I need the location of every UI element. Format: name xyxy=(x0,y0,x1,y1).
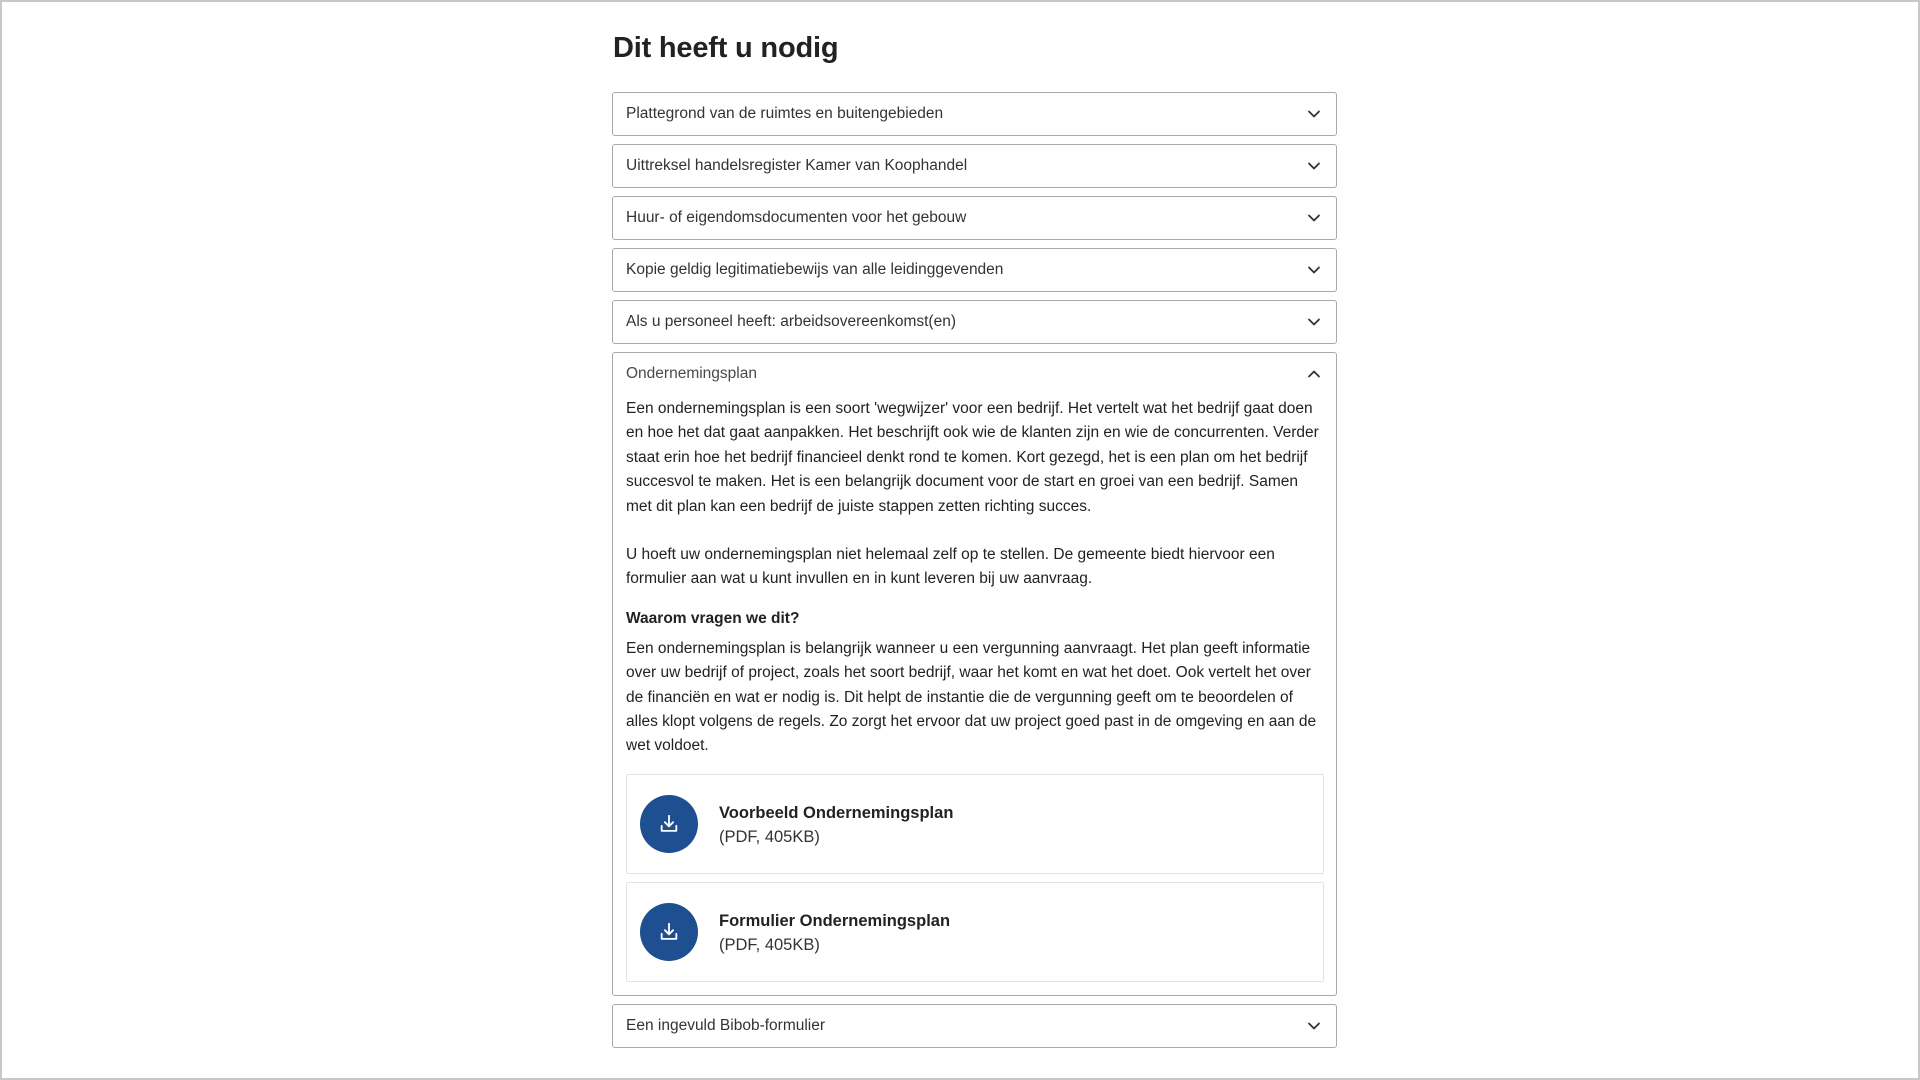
download-file-info: (PDF, 405KB) xyxy=(719,827,820,846)
accordion-header-arbeidsovereenkomst[interactable] xyxy=(613,301,1336,343)
accordion-label: Uittreksel handelsregister Kamer van Koophandel xyxy=(626,157,968,174)
intro-paragraph: Een ondernemingsplan is een soort 'wegwijzer' voor een bedrijf. Het vertelt wat het bedrijf gaat doen en hoe het dat gaat aanpakken. Het beschrijft ook wie de klanten zijn en wie de concurrenten. Verder staat erin hoe het bedrijf financieel denkt rond te komen. Kort gezegd, het is een plan om het bedrijf succesvol te maken. Het is een belangrijk document voor de start en groei van een bedrijf. Samen met dit plan kan een bedrijf de juiste stappen zetten richting succes. xyxy=(626,400,1319,515)
accordion-item-ondernemingsplan xyxy=(612,352,1337,996)
accordion-item-bibob xyxy=(612,1004,1337,1048)
why-heading: Waarom vragen we dit? xyxy=(626,609,800,627)
accordion-label: Een ingevuld Bibob-formulier xyxy=(626,1016,826,1034)
accordion-label: Als u personeel heeft: arbeidsovereenkomst(en) xyxy=(626,313,956,330)
accordion-label: Kopie geldig legitimatiebewijs van alle leidinggevenden xyxy=(626,261,1004,278)
accordion-item-huur-eigendom xyxy=(612,196,1337,240)
accordion-header-plattegrond[interactable] xyxy=(613,93,1336,135)
page-title: Dit heeft u nodig xyxy=(613,32,839,64)
chevron-up-icon[interactable] xyxy=(1306,366,1322,382)
accordion-item-plattegrond xyxy=(612,92,1337,136)
accordion-item-uittreksel-kvk xyxy=(612,144,1337,188)
download-icon[interactable] xyxy=(640,903,698,961)
accordion-header-huur-eigendom[interactable] xyxy=(613,197,1336,239)
requirements-section xyxy=(612,30,1337,1048)
download-icon[interactable] xyxy=(640,795,698,853)
download-file-info: (PDF, 405KB) xyxy=(719,935,820,954)
accordion-label: Plattegrond van de ruimtes en buitengebieden xyxy=(626,105,944,122)
download-title[interactable]: Voorbeeld Ondernemingsplan xyxy=(719,803,954,822)
download-text xyxy=(719,800,953,848)
chevron-down-icon[interactable] xyxy=(1306,1018,1322,1034)
form-info-paragraph: U hoeft uw ondernemingsplan niet helemaal zelf op te stellen. De gemeente biedt hiervoor een formulier aan wat u kunt invullen en in kunt leveren bij uw aanvraag. xyxy=(626,546,1275,588)
why-paragraph: Een ondernemingsplan is belangrijk wanneer u een vergunning aanvraagt. Het plan geeft informatie over uw bedrijf of project, zoals het soort bedrijf, waar het komt en wat het doet. Ook vertelt het over de financiën en wat er nodig is. Dit helpt de instantie die de vergunning geeft om te beoordelen of alles klopt volgens de regels. Zo zorgt het ervoor dat uw project goed past in de omgeving en aan de wet voldoet. xyxy=(626,639,1317,755)
download-card-formulier[interactable] xyxy=(626,882,1324,982)
accordion-header-uittreksel-kvk[interactable] xyxy=(613,145,1336,187)
chevron-down-icon[interactable] xyxy=(1306,210,1322,226)
download-list xyxy=(626,774,1324,982)
chevron-down-icon[interactable] xyxy=(1306,262,1322,278)
accordion-header-legitimatiebewijs[interactable] xyxy=(613,249,1336,291)
chevron-down-icon[interactable] xyxy=(1306,314,1322,330)
download-text xyxy=(719,908,950,956)
accordion-header-bibob[interactable] xyxy=(613,1005,1336,1047)
download-title[interactable]: Formulier Ondernemingsplan xyxy=(719,911,951,930)
download-card-voorbeeld[interactable] xyxy=(626,774,1324,874)
accordion-header-ondernemingsplan[interactable] xyxy=(613,353,1336,395)
accordion-label: Huur- of eigendomsdocumenten voor het gebouw xyxy=(626,209,967,226)
chevron-down-icon[interactable] xyxy=(1306,106,1322,122)
accordion-label: Ondernemingsplan xyxy=(626,365,757,382)
accordion-item-arbeidsovereenkomst xyxy=(612,300,1337,344)
chevron-down-icon[interactable] xyxy=(1306,158,1322,174)
accordion-panel-ondernemingsplan xyxy=(613,395,1336,995)
requirements-accordion xyxy=(612,92,1337,1048)
accordion-item-legitimatiebewijs xyxy=(612,248,1337,292)
